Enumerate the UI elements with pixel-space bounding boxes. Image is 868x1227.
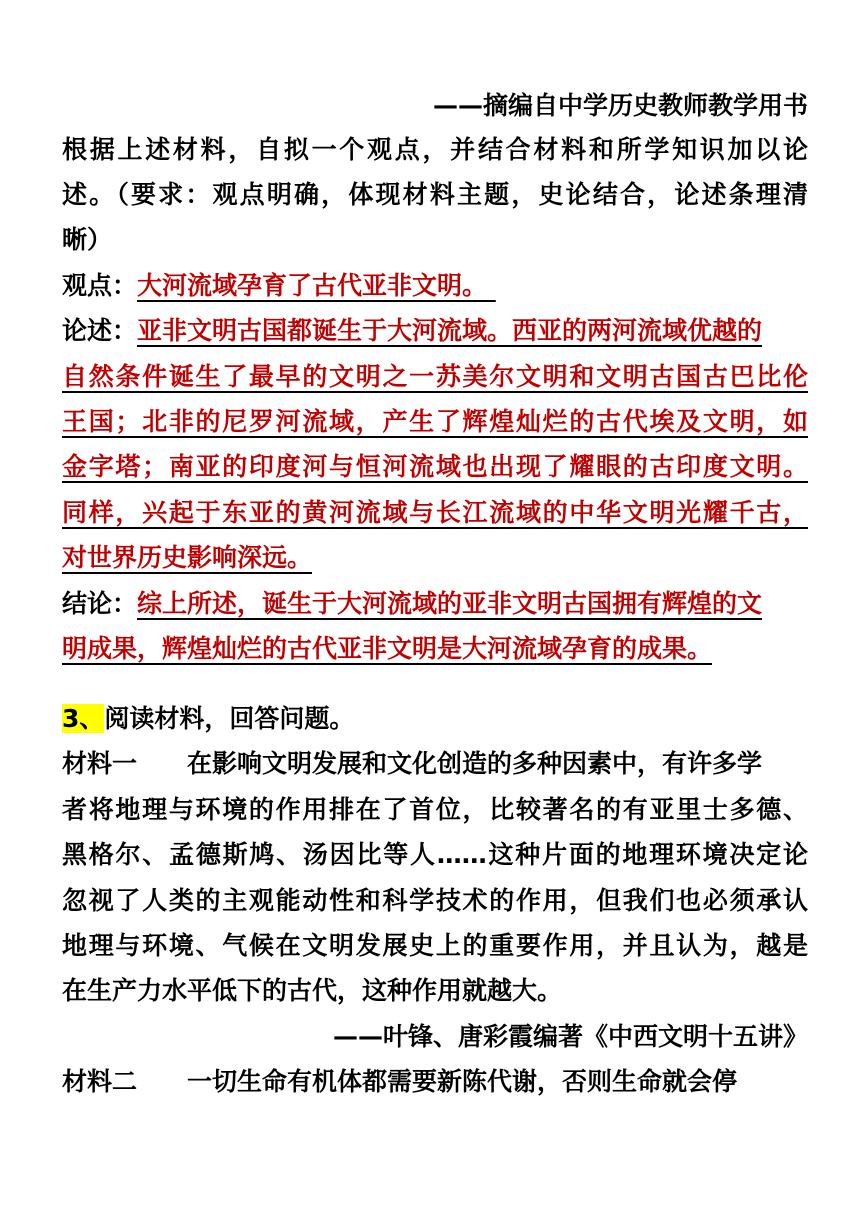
material-1-line-1: 在影响文明发展和文化创造的多种因素中，有许多学 bbox=[187, 749, 763, 778]
conclusion-line-2: 明成果，辉煌灿烂的古代亚非文明是大河流域孕育的成果。 bbox=[62, 634, 713, 663]
task-line-1: 根据上述材料，自拟一个观点，并结合材料和所学知识加以论 bbox=[62, 135, 808, 164]
material-1-line-3: 黑格尔、孟德斯鸠、汤因比等人……这种片面的地理环境决定论 bbox=[62, 840, 808, 869]
material-1-line-6: 在生产力水平低下的古代，这种作用就越大。 bbox=[62, 976, 563, 1005]
question-3-text: 阅读材料，回答问题。 bbox=[104, 704, 355, 733]
conclusion-row-1 bbox=[62, 585, 808, 623]
material-1-label: 材料一 bbox=[62, 749, 138, 778]
task-line-3: 晰） bbox=[62, 225, 113, 254]
source-citation-1: ——摘编自中学历史教师教学用书 bbox=[432, 91, 808, 120]
task-line-2: 述。（要求：观点明确，体现材料主题，史论结合，论述条理清 bbox=[62, 180, 808, 209]
argument-line-4: 金字塔；南亚的印度河与恒河流域也出现了耀眼的古印度文明。 bbox=[62, 452, 808, 481]
question-3-heading bbox=[62, 700, 808, 738]
material-1-source: ——叶锋、唐彩霞编著《中西文明十五讲》 bbox=[332, 1022, 808, 1051]
argument-row-1 bbox=[62, 312, 808, 350]
argument-line-1: 亚非文明古国都诞生于大河流域。西亚的两河流域优越的 bbox=[137, 316, 763, 345]
question-3-number: 3、 bbox=[62, 704, 105, 733]
conclusion-line-1: 综上所述，诞生于大河流域的亚非文明古国拥有辉煌的文 bbox=[137, 589, 763, 618]
viewpoint-label: 观点： bbox=[62, 271, 138, 300]
material-1-line-5: 地理与环境、气候在文明发展史上的重要作用，并且认为，越是 bbox=[62, 931, 808, 960]
material-2-line-1: 一切生命有机体都需要新陈代谢，否则生命就会停 bbox=[187, 1067, 738, 1096]
material-2-row-1 bbox=[62, 1063, 808, 1101]
material-1-row-1 bbox=[62, 745, 808, 783]
material-1-line-2: 者将地理与环境的作用排在了首位，比较著名的有亚里士多德、 bbox=[62, 795, 808, 824]
viewpoint-text: 大河流域孕育了古代亚非文明。 bbox=[137, 271, 488, 300]
argument-label: 论述： bbox=[62, 316, 138, 345]
argument-line-5: 同样，兴起于东亚的黄河流域与长江流域的中华文明光耀千古， bbox=[62, 498, 808, 527]
argument-line-2: 自然条件诞生了最早的文明之一苏美尔文明和文明古国古巴比伦 bbox=[62, 362, 808, 391]
material-2-label: 材料二 bbox=[62, 1067, 138, 1096]
argument-line-3: 王国；北非的尼罗河流域，产生了辉煌灿烂的古代埃及文明，如 bbox=[62, 407, 808, 436]
argument-line-6: 对世界历史影响深远。 bbox=[62, 543, 313, 572]
material-1-line-4: 忽视了人类的主观能动性和科学技术的作用，但我们也必须承认 bbox=[62, 886, 808, 915]
viewpoint-row bbox=[62, 267, 808, 305]
conclusion-label: 结论： bbox=[62, 589, 138, 618]
